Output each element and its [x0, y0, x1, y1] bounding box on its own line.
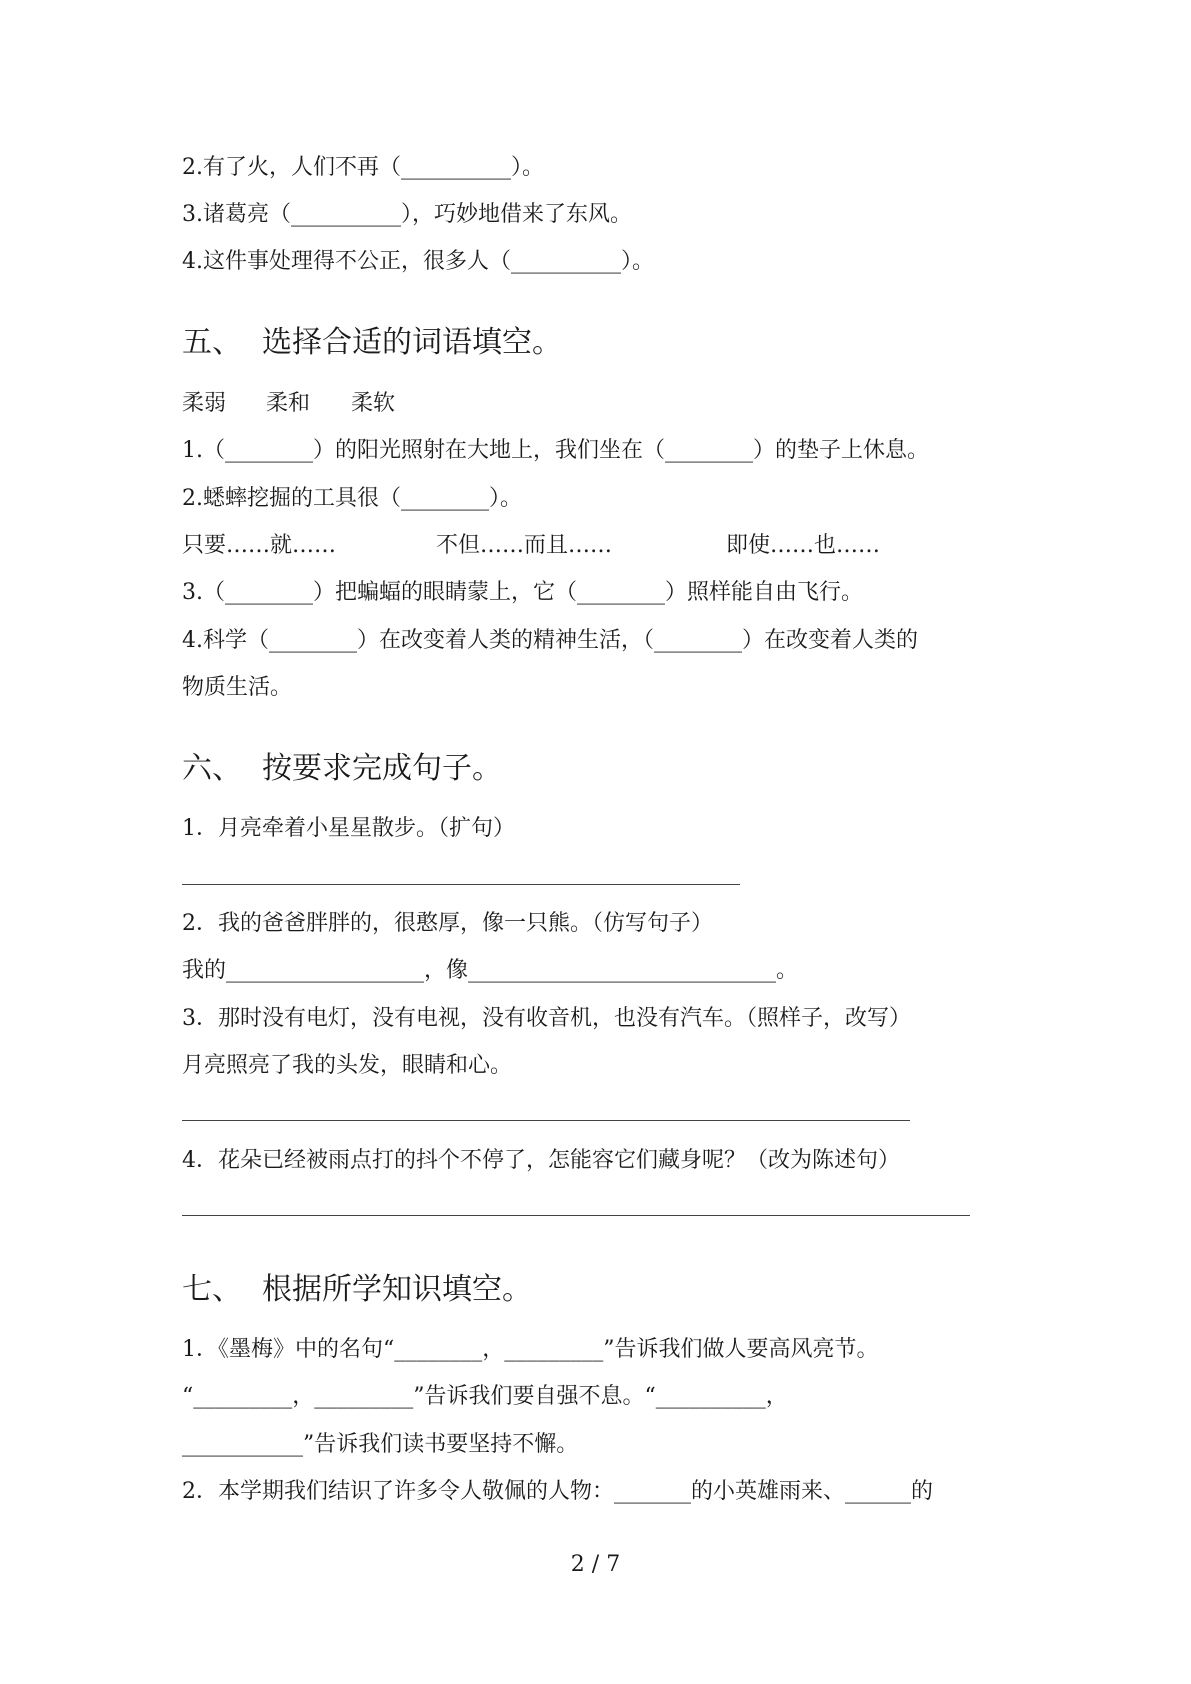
s7-question-2: 2．本学期我们结识了许多令人敬佩的人物：_______的小英雄雨来、______的 [182, 1479, 933, 1504]
section-6-number: 六、 [182, 751, 242, 786]
word-bank-1-item-1: 柔弱 [182, 391, 227, 416]
s5-question-1: 1.（________）的阳光照射在大地上，我们坐在（________）的垫子上休息。 [182, 438, 929, 463]
s6-question-4: 4．花朵已经被雨点打的抖个不停了，怎能容它们藏身呢？（改为陈述句） [182, 1148, 900, 1173]
word-bank-2-item-1: 只要……就…… [182, 533, 337, 558]
section-5-heading [182, 323, 562, 363]
s7-question-1-line-2: “_________，_________”告诉我们要自强不息。“__________， [182, 1384, 788, 1409]
page-number: 2 / 7 [570, 1552, 621, 1577]
s6-question-1: 1．月亮牵着小星星散步。（扩句） [182, 816, 515, 841]
section-7-heading [182, 1270, 532, 1310]
s7-question-1-line-3: ___________”告诉我们读书要坚持不懈。 [182, 1432, 579, 1457]
section-7-number: 七、 [182, 1272, 242, 1307]
s4-question-4: 4.这件事处理得不公正，很多人（__________）。 [182, 249, 654, 274]
s5-question-3: 3.（________）把蝙蝠的眼睛蒙上，它（________）照样能自由飞行。 [182, 580, 863, 605]
s6-question-2-fill: 我的__________________，像____________________________。 [182, 958, 799, 983]
s6-answer-line-1[interactable] [182, 884, 740, 885]
s5-question-2: 2.蟋蟀挖掘的工具很（________）。 [182, 486, 522, 511]
s4-question-3: 3.诸葛亮（__________），巧妙地借来了东风。 [182, 202, 632, 227]
s4-question-2: 2.有了火，人们不再（__________）。 [182, 155, 544, 180]
word-bank-2-item-3: 即使……也…… [726, 533, 881, 558]
s5-question-4-line-2: 物质生活。 [182, 675, 293, 700]
s7-question-1-line-1: 1．《墨梅》中的名句“________，_________”告诉我们做人要高风亮节。 [182, 1337, 879, 1362]
section-5-title: 选择合适的词语填空。 [262, 325, 562, 360]
s6-answer-line-3[interactable] [182, 1120, 910, 1121]
section-6-heading [182, 749, 502, 789]
section-6-title: 按要求完成句子。 [262, 751, 502, 786]
s6-question-3-example: 月亮照亮了我的头发，眼睛和心。 [182, 1053, 513, 1078]
s6-question-3: 3．那时没有电灯，没有电视，没有收音机，也没有汽车。（照样子，改写） [182, 1006, 911, 1031]
section-7-title: 根据所学知识填空。 [262, 1272, 532, 1307]
s6-question-2: 2．我的爸爸胖胖的，很憨厚，像一只熊。（仿写句子） [182, 911, 713, 936]
word-bank-1-item-3: 柔软 [351, 391, 396, 416]
word-bank-2-item-2: 不但……而且…… [436, 533, 613, 558]
s5-question-4-line-1: 4.科学（________）在改变着人类的精神生活，（________）在改变着人类的 [182, 628, 918, 653]
word-bank-1-item-2: 柔和 [266, 391, 311, 416]
s6-answer-line-4[interactable] [182, 1215, 970, 1216]
section-5-number: 五、 [182, 325, 242, 360]
